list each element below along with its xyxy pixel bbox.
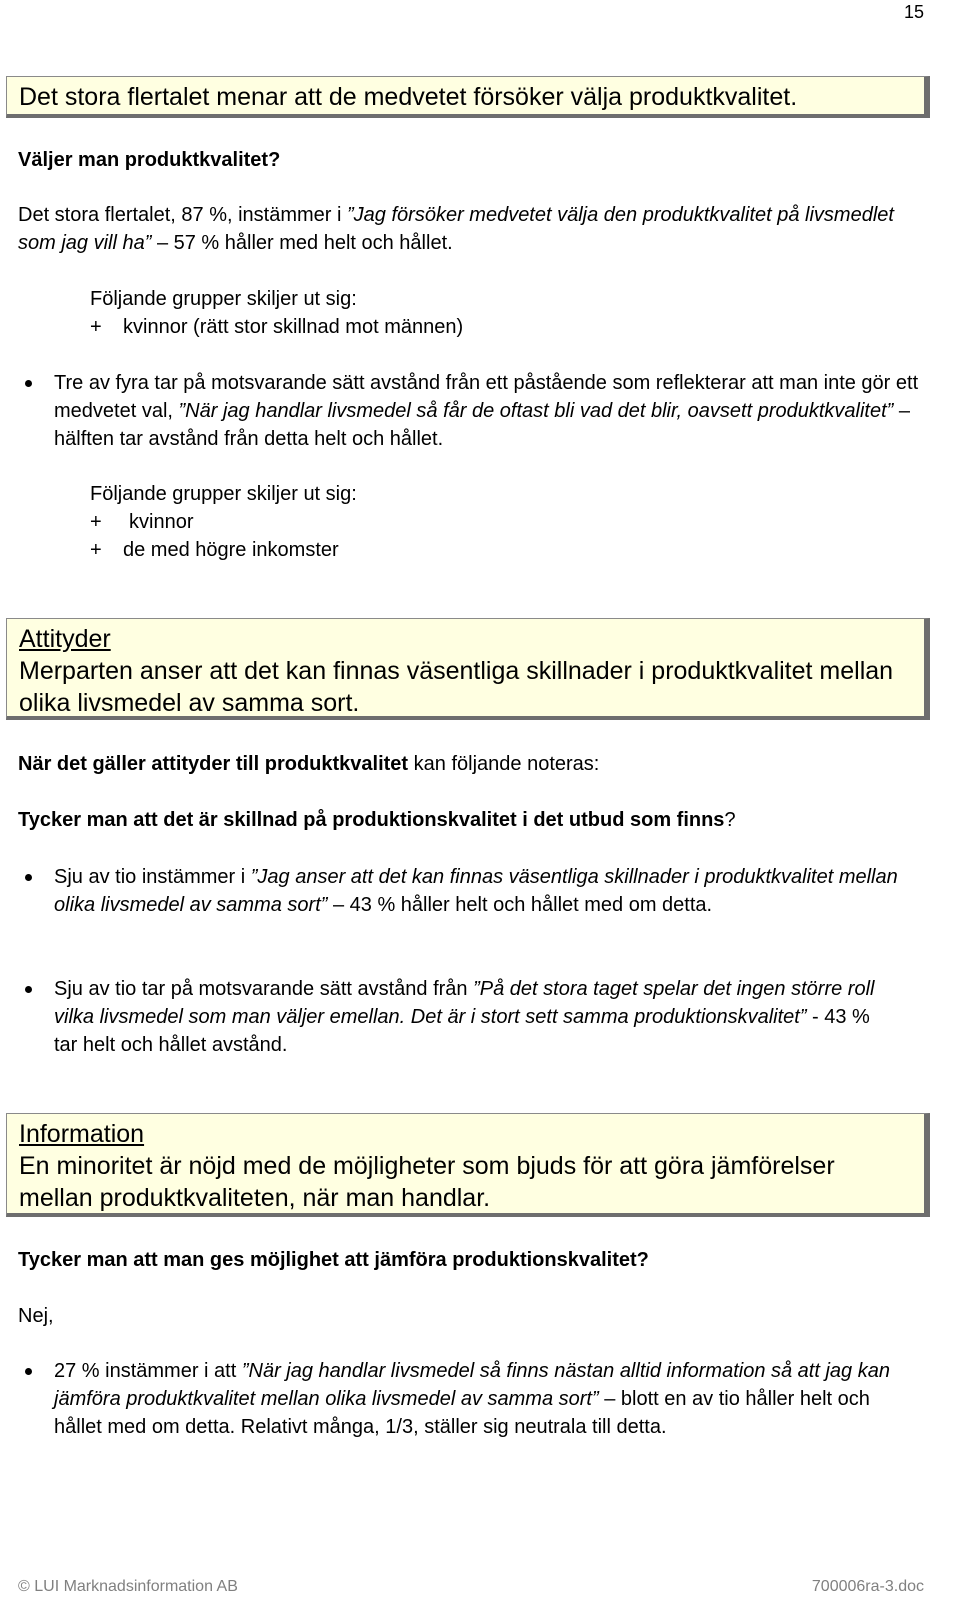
section1-group-item (90, 313, 930, 341)
bullet-icon (25, 986, 32, 993)
section2-bullet-2-quote: ”På det stora taget spelar det ingen större roll vilka livsmedel som man väljer emellan. Det är i stort sett samma produktionskvalitet” (54, 978, 875, 1028)
section1-paragraph-quote: ”Jag försöker medvetet välja den produktkvalitet på livsmedlet som jag vill ha” (18, 204, 894, 254)
plus-icon: + (90, 511, 102, 533)
section1-group2-item-2 (90, 536, 930, 564)
section2-bullet-1-quote: ”Jag anser att det kan finnas väsentliga skillnader i produktkvalitet mellan olika livsmedel av samma sort” (54, 866, 898, 916)
section2-question (18, 806, 938, 834)
section2-question-mark: ? (724, 809, 736, 831)
plus-icon: + (90, 316, 102, 338)
box-attityder-text: Merparten anser att det kan finnas väsentliga skillnader i produktkvalitet mellan olika livsmedel av samma sort. (19, 657, 894, 717)
section1-question: Väljer man produktkvalitet? (18, 149, 281, 171)
footer-filename: 700006ra-3.doc (811, 1578, 924, 1595)
section2-intro (18, 750, 938, 778)
page-number: 15 (903, 2, 924, 22)
section3-bullet (18, 1357, 918, 1441)
section1-group2-text-1: kvinnor (129, 511, 194, 533)
section1-bullet (18, 369, 938, 453)
section2-bullet-2-start: Sju av tio tar på motsvarande sätt avstånd från (54, 978, 474, 1000)
section3-answer: Nej, (18, 1305, 54, 1327)
section1-paragraph-end: – 57 % håller med helt och hållet. (151, 232, 453, 254)
section1-group2-text-2: de med högre inkomster (123, 539, 339, 561)
section1-bullet-start: Tre av fyra tar på motsvarande sätt avstånd från ett påstående som reflekterar att man inte gör ett medvetet val, (54, 372, 919, 422)
summary-box-1 (6, 76, 930, 118)
bullet-icon (25, 874, 32, 881)
bullet-icon (25, 1368, 32, 1375)
section3-bullet-quote: ”När jag handlar livsmedel så finns nästan alltid information så att jag kan jämföra produktkvalitet mellan olika livsmedel av samma sort” (54, 1360, 890, 1410)
section2-intro-rest: kan följande noteras: (408, 753, 600, 775)
section2-question-bold: Tycker man att det är skillnad på produktionskvalitet i det utbud som finns (18, 809, 725, 831)
section1-groups2-label: Följande grupper skiljer ut sig: (90, 483, 357, 505)
summary-box-1-text: Det stora flertalet menar att de medvetet försöker välja produktkvalitet. (19, 83, 798, 111)
section3-bullet-start: 27 % instämmer i att (54, 1360, 242, 1382)
section2-bullet-1-start: Sju av tio instämmer i (54, 866, 251, 888)
footer-copyright: © LUI Marknadsinformation AB (18, 1578, 238, 1595)
section1-bullet-quote: ”När jag handlar livsmedel så får de oftast bli vad det blir, oavsett produktkvalitet” (178, 400, 894, 422)
section2-bullet-2-end: - 43 % tar helt och hållet avstånd. (54, 1006, 870, 1056)
section1-bullet-end: – hälften tar avstånd från detta helt och hållet. (54, 400, 910, 450)
section2-bullet-2 (18, 975, 898, 1059)
summary-box-information (6, 1113, 930, 1217)
section1-bullet-text (54, 369, 938, 453)
bullet-icon (25, 380, 32, 387)
section3-bullet-end: – blott en av tio håller helt och hållet med om detta. Relativt många, 1/3, ställer sig neutrala till detta. (54, 1388, 870, 1438)
box-attityder-title: Attityder (19, 625, 111, 653)
section3-question: Tycker man att man ges möjlighet att jämföra produktionskvalitet? (18, 1249, 649, 1271)
section2-bullet-2-text (54, 975, 898, 1059)
section1-group2-item-1 (90, 508, 930, 536)
section1-paragraph (18, 201, 928, 257)
section2-bullet-1-end: – 43 % håller helt och hållet med om detta. (327, 894, 713, 916)
section1-paragraph-start: Det stora flertalet, 87 %, instämmer i (18, 204, 348, 226)
box-information-text: En minoritet är nöjd med de möjligheter som bjuds för att göra jämförelser mellan produktkvaliteten, när man handlar. (19, 1152, 835, 1212)
section1-group-text: kvinnor (rätt stor skillnad mot männen) (123, 316, 464, 338)
box-information-title: Information (19, 1120, 145, 1148)
section2-intro-bold: När det gäller attityder till produktkvalitet (18, 753, 409, 775)
section1-groups-label: Följande grupper skiljer ut sig: (90, 288, 357, 310)
plus-icon: + (90, 539, 102, 561)
section3-bullet-text (54, 1357, 918, 1441)
summary-box-attityder (6, 618, 930, 720)
section2-bullet-1 (18, 863, 898, 919)
section2-bullet-1-text (54, 863, 898, 919)
